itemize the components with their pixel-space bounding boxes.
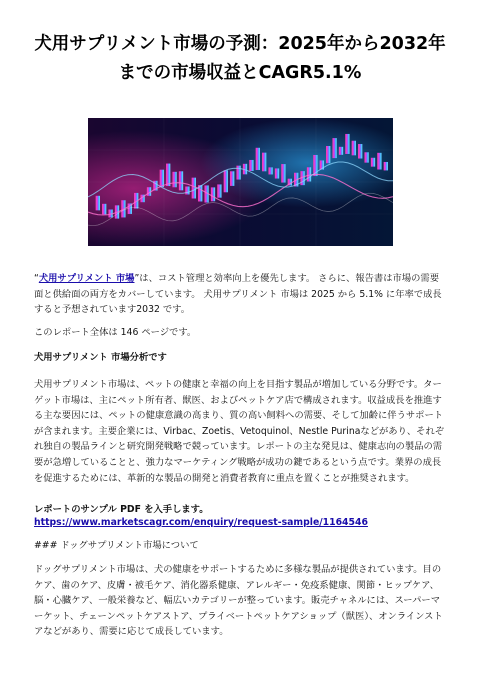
- pages-note: このレポート全体は 146 ページです。: [34, 327, 197, 338]
- candle-body: [365, 153, 369, 163]
- candle-body: [282, 164, 286, 182]
- candle-body: [326, 146, 330, 163]
- sample-label: レポートのサンプル PDF を入手します。: [34, 504, 209, 515]
- analysis-heading: 犬用サプリメント 市場分析です: [34, 352, 167, 363]
- analysis-paragraph: 犬用サプリメント市場は、ペットの健康と幸福の向上を目指す製品が増加している分野です。ターゲット市場は、主にペット所有者、獣医、およびペットケア店で構成されます。収益成長を推進する主な要因には、ペットの健康意識の高まり、質の高い飼料への需要、そして加齢に伴うサポートが含まれます。主要企業には、Virbac、Zoetis、Vetoquinol、Nestle Purinaなどがあり、それぞれ独自の製品ラインと研究開発戦略で競っています。レポートの主な発見は、健康志向の製品の需要が急増していることと、強力なマーケティング戦略が成功の鍵であるという点です。業界の成長を促進するためには、革新的な製品の開発と消費者教育に重点を置くことが推奨されます。: [34, 379, 445, 484]
- financial-chart-graphic: [88, 118, 393, 246]
- candle-body: [192, 178, 196, 198]
- candle-body: [224, 171, 228, 192]
- candle-body: [275, 169, 279, 178]
- candle-body: [179, 172, 183, 190]
- candle-body: [262, 153, 266, 171]
- candle-body: [198, 185, 202, 201]
- about-paragraph: ドッグサプリメント市場は、犬の健康をサポートするために多様な製品が提供されています。目のケア、歯のケア、皮膚・被毛ケア、消化器系健康、アレルギー・免疫系健康、関節・ヒップケア、脳・心臓ケア、一般栄養など、幅広いカテゴリーが整っています。販売チャネルには、スーパーマーケット、チェーンペットケアストア、プライベートペットケアショップ（獣医）、オンラインストアなどがあり、需要に応じて成長しています。: [34, 564, 443, 638]
- candle-body: [378, 153, 382, 169]
- candle-body: [307, 168, 311, 182]
- candle-body: [358, 144, 362, 158]
- candle-body: [371, 158, 375, 166]
- candle-body: [218, 185, 222, 198]
- candle-body: [333, 138, 337, 157]
- candle-body: [211, 188, 215, 201]
- candle-body: [346, 134, 350, 153]
- candle-body: [173, 172, 177, 187]
- market-link[interactable]: 犬用サプリメント 市場: [38, 273, 135, 284]
- candle-body: [160, 170, 164, 187]
- intro-paragraph: [34, 271, 448, 318]
- candle-body: [352, 141, 356, 155]
- candle-body: [384, 162, 388, 170]
- page-title: 犬用サプリメント市場の予測：2025年から2032年までの市場収益とCAGR5.1%: [34, 34, 446, 83]
- candle-body: [96, 196, 100, 210]
- quote-mark: “: [34, 273, 39, 284]
- candle-body: [269, 168, 273, 174]
- candle-body: [230, 172, 234, 186]
- candle-body: [166, 164, 170, 186]
- sample-link[interactable]: https://www.marketscagr.com/enquiry/request-sample/1164546: [34, 517, 368, 528]
- candle-body: [102, 204, 106, 214]
- candle-body: [250, 160, 254, 170]
- hero-image: [88, 118, 393, 246]
- about-heading: ### ドッグサプリメント市場について: [34, 540, 199, 551]
- candle-body: [339, 147, 343, 154]
- intro-text: ”は、コスト管理と効率向上を優先します。 さらに、報告書は市場の需要面と供給面の両方をカバーしています。 犬用サプリメント 市場は 2025 から 5.1% に年率で成長すると予想されています2032 です。: [34, 273, 442, 316]
- sample-paragraph: [34, 503, 448, 529]
- candle-body: [256, 148, 260, 169]
